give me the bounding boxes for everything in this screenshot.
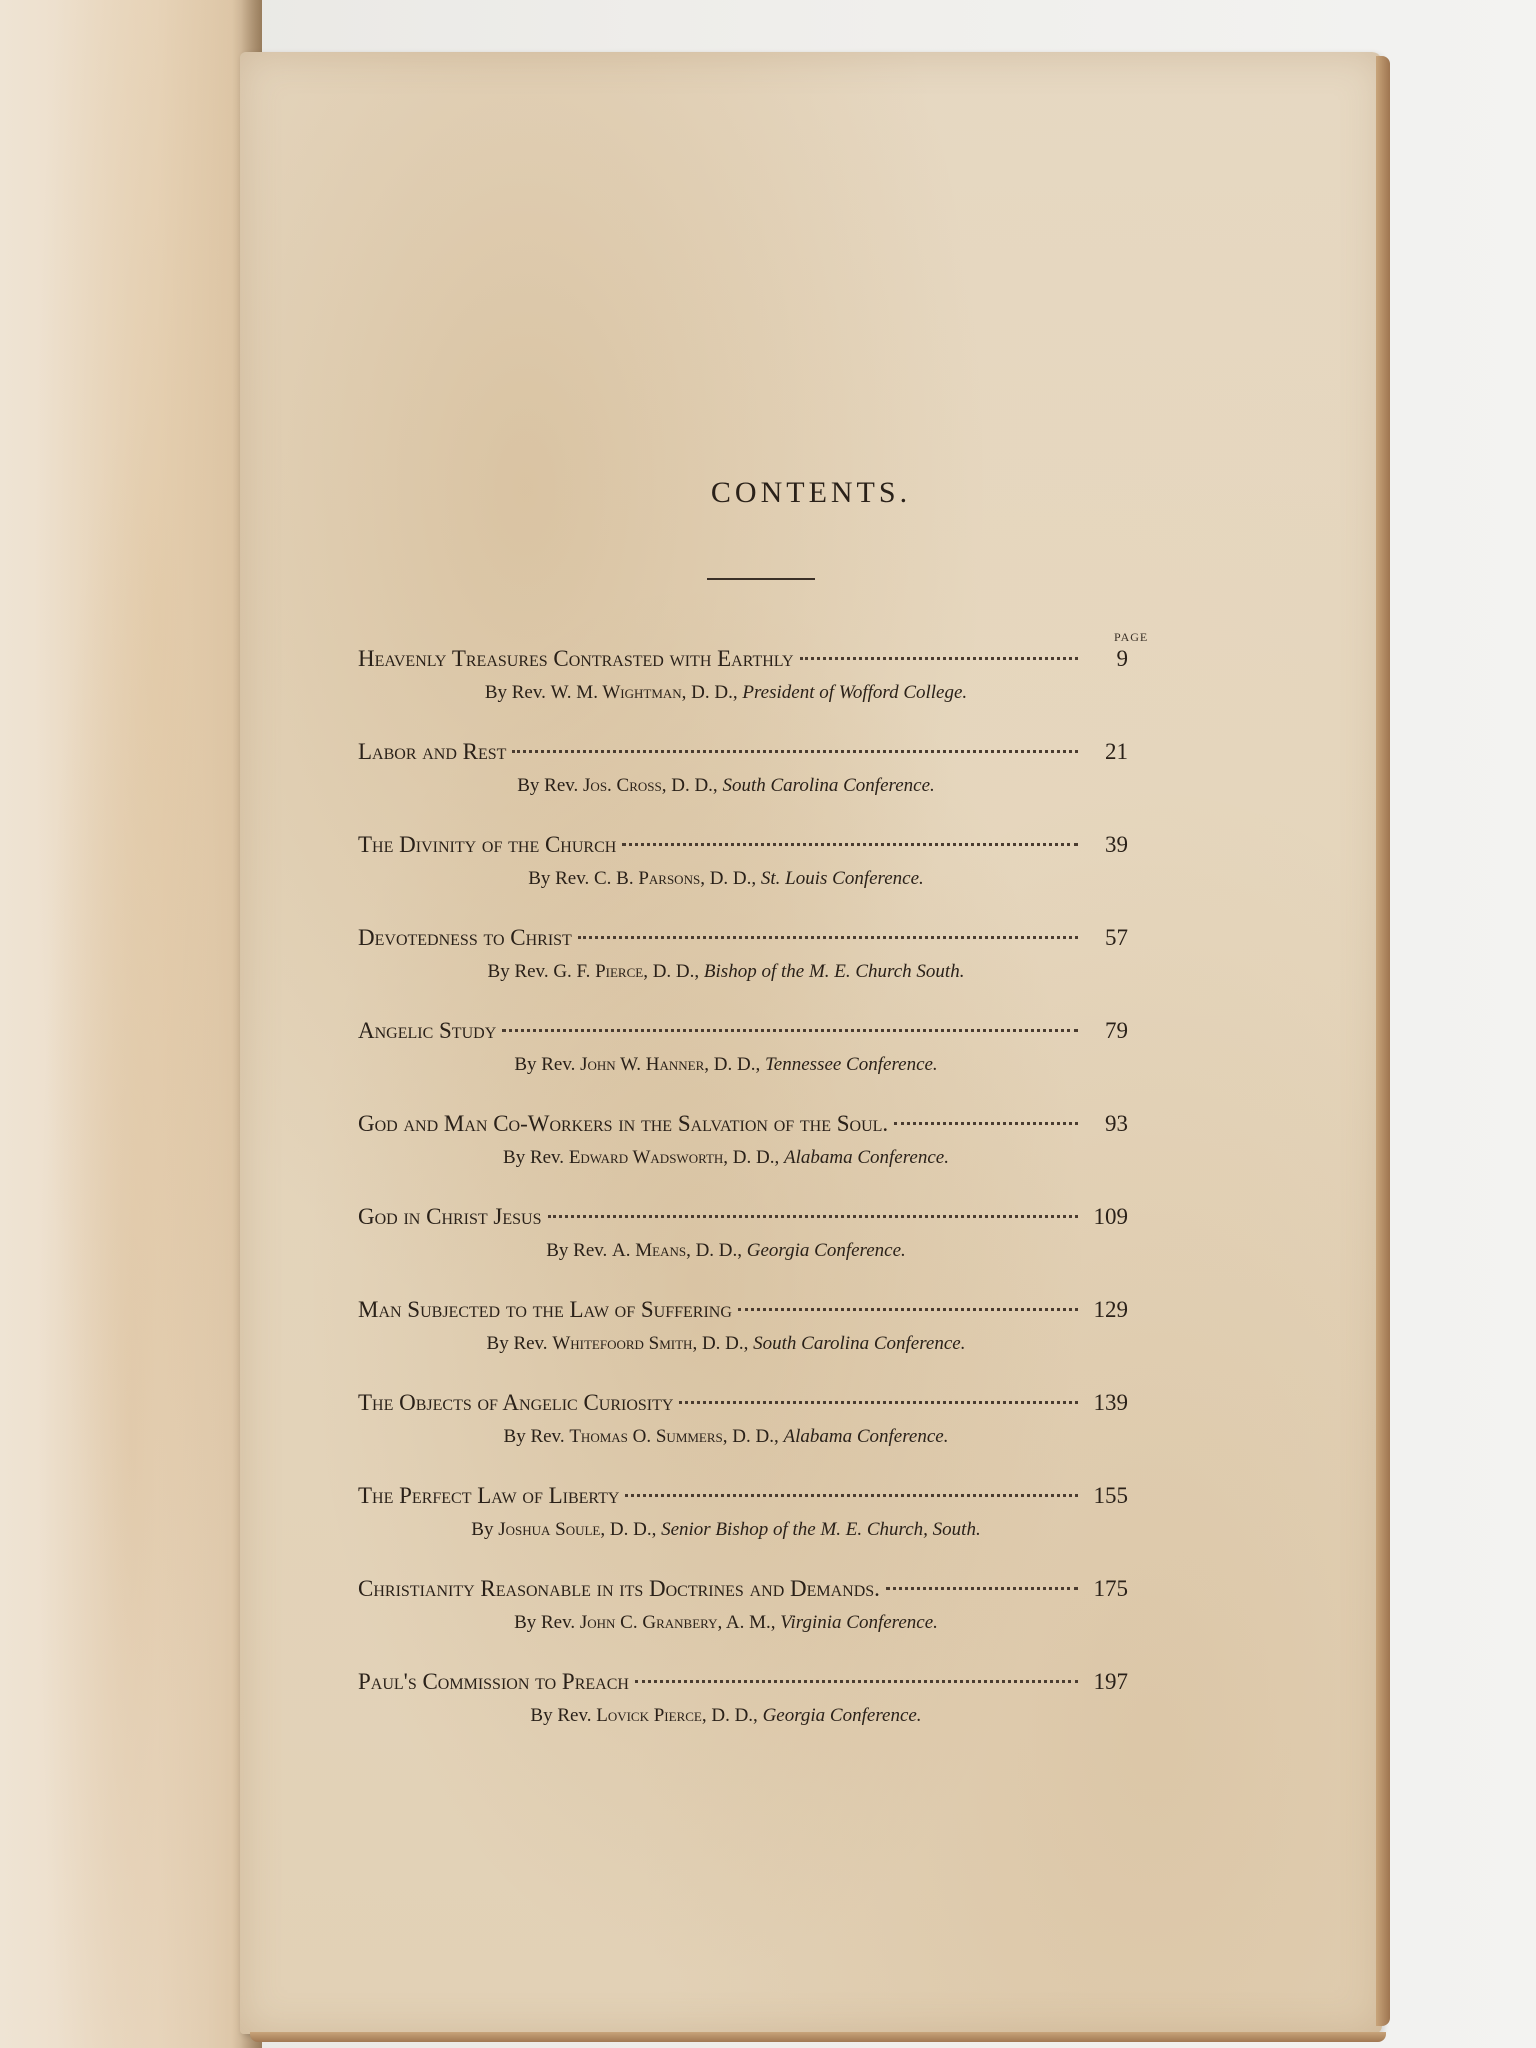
author-role: Alabama Conference. [784,1147,949,1168]
author-role: St. Louis Conference. [760,868,924,889]
contents-entry-title [358,1576,1128,1610]
entry-title-text: Labor and Rest [358,739,507,764]
author-name: Joshua Soule, D. D., [498,1519,657,1540]
author-prefix: By Rev. [546,1240,608,1261]
entry-title-text: Paul's Commission to Preach [358,1669,629,1694]
entry-page-number: 139 [1093,1390,1128,1415]
entry-title-text: God and Man Co-Workers in the Salvation of the Soul. [358,1111,889,1136]
contents-entry-title [358,1669,1128,1703]
contents-entry-author [358,1426,1094,1448]
contents-entry-title [358,1111,1128,1145]
entry-title-text: Heavenly Treasures Contrasted with Earthly [358,646,794,671]
entry-page-number: 175 [1093,1576,1128,1601]
author-role: President of Wofford College. [742,682,968,703]
author-prefix: By Rev. [486,1333,548,1354]
contents-entry-title [358,739,1128,773]
contents-entry-author [358,1705,1094,1727]
author-name: John C. Granbery, A. M., [579,1612,776,1633]
author-role: Alabama Conference. [783,1426,949,1447]
entry-title-text: The Divinity of the Church [358,832,617,857]
contents-entry-title [358,1483,1128,1517]
author-role: Georgia Conference. [746,1240,906,1261]
author-prefix: By Rev. [503,1147,565,1168]
heading-rule [707,578,815,580]
entry-title-text: Devotedness to Christ [358,925,572,950]
author-name: W. M. Wightman, D. D., [550,682,738,703]
author-role: South Carolina Conference. [753,1333,966,1354]
author-prefix: By Rev. [528,868,590,889]
author-prefix: By Rev. [514,1612,576,1633]
author-role: Tennessee Conference. [764,1054,938,1075]
entry-page-number: 57 [1105,925,1128,950]
entry-page-number: 39 [1105,832,1128,857]
entry-page-number: 93 [1105,1111,1128,1136]
leader-dots [679,1401,1078,1404]
contents-entry-author [358,1333,1094,1355]
entry-page-number: 79 [1105,1018,1128,1043]
contents-entry-title [358,1204,1128,1238]
author-name: A. Means, D. D., [612,1240,743,1261]
contents-entry-author [358,1147,1094,1169]
author-name: Jos. Cross, D. D., [583,775,718,796]
leader-dots [635,1680,1078,1683]
contents-entry-author [358,682,1094,704]
contents-entry-author [358,961,1094,983]
entry-title-text: The Objects of Angelic Curiosity [358,1390,674,1415]
author-prefix: By Rev. [503,1426,565,1447]
leader-dots [625,1494,1078,1497]
entry-page-number: 9 [1116,646,1128,671]
entry-page-number: 21 [1105,739,1128,764]
author-name: Edward Wadsworth, D. D., [568,1147,780,1168]
author-prefix: By Rev. [484,682,546,703]
contents-entry-title [358,646,1128,680]
contents-entry-title [358,1018,1128,1052]
contents-entry-title [358,1390,1128,1424]
author-prefix: By Rev. [487,961,549,982]
author-role: Bishop of the M. E. Church South. [703,961,965,982]
leader-dots [512,750,1078,753]
contents-entry-author [358,868,1094,890]
author-role: Virginia Conference. [780,1612,938,1633]
leader-dots [886,1587,1078,1590]
contents-page [240,52,1382,2034]
contents-entry-author [358,1612,1094,1634]
leader-dots [800,657,1079,660]
entry-page-number: 129 [1093,1297,1128,1322]
facing-page-left [0,0,262,2048]
author-role: Senior Bishop of the M. E. Church, South. [661,1519,981,1540]
entry-page-number: 155 [1093,1483,1128,1508]
leader-dots [578,936,1078,939]
entry-title-text: Man Subjected to the Law of Suffering [358,1297,732,1322]
contents-entry-author [358,775,1094,797]
entry-title-text: The Perfect Law of Liberty [358,1483,620,1508]
author-name: John W. Hanner, D. D., [580,1054,761,1075]
author-prefix: By Rev. [530,1705,592,1726]
author-name: C. B. Parsons, D. D., [593,868,757,889]
author-prefix: By Rev. [517,775,579,796]
contents-entry-author [358,1240,1094,1262]
author-name: G. F. Pierce, D. D., [553,961,700,982]
entry-title-text: God in Christ Jesus [358,1204,542,1229]
leader-dots [548,1215,1079,1218]
page-column-label: PAGE [1114,630,1149,644]
author-role: Georgia Conference. [762,1705,922,1726]
leader-dots [738,1308,1078,1311]
author-name: Whitefoord Smith, D. D., [552,1333,749,1354]
author-name: Lovick Pierce, D. D., [596,1705,758,1726]
leader-dots [622,843,1078,846]
leader-dots [894,1122,1078,1125]
contents-entry-title [358,832,1128,866]
author-name: Thomas O. Summers, D. D., [569,1426,779,1447]
entry-page-number: 109 [1093,1204,1128,1229]
author-prefix: By Rev. [514,1054,576,1075]
page-heading: CONTENTS. [710,476,912,509]
author-role: South Carolina Conference. [722,775,935,796]
contents-entry-title [358,925,1128,959]
entry-title-text: Angelic Study [358,1018,497,1043]
leader-dots [502,1029,1078,1032]
author-prefix: By [471,1519,494,1540]
entry-title-text: Christianity Reasonable in its Doctrines and Demands. [358,1576,880,1601]
contents-entry-author [358,1054,1094,1076]
contents-entry-title [358,1297,1128,1331]
entry-page-number: 197 [1093,1669,1128,1694]
contents-entry-author [358,1519,1094,1541]
